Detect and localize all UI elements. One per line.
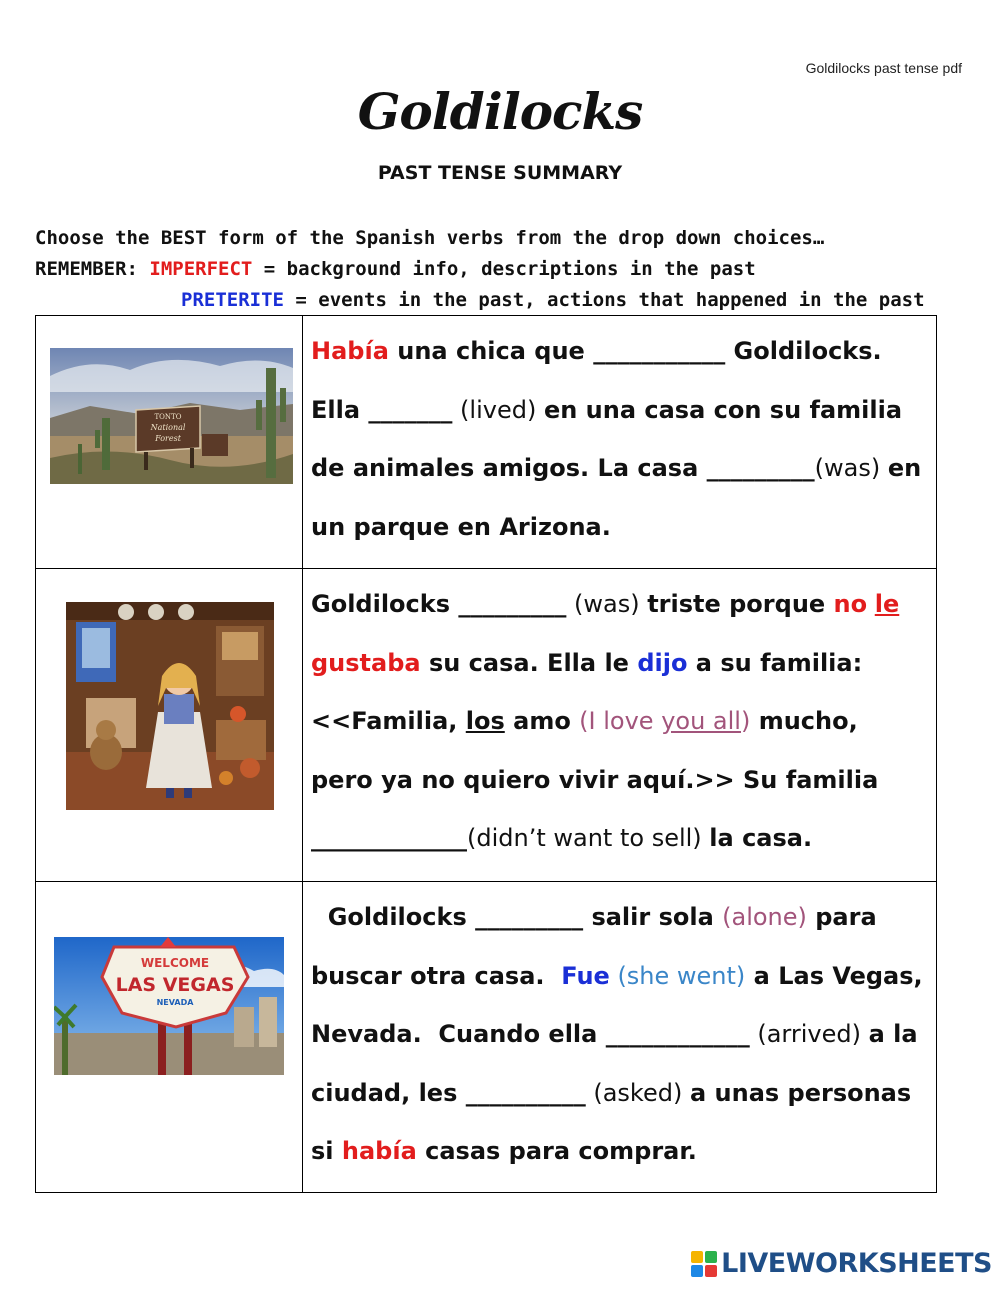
- logo-square: [705, 1265, 717, 1277]
- verb-fue: Fue: [561, 961, 610, 990]
- page-subtitle: PAST TENSE SUMMARY: [377, 162, 623, 184]
- hint-i-love: (I love: [579, 707, 662, 735]
- liveworksheets-logo-icon: [691, 1251, 717, 1277]
- text-segment: a su familia: <<Familia,: [311, 648, 863, 735]
- text-segment: a Las Vegas, Nevada. Cuando ella: [311, 961, 932, 1048]
- red-le: le: [874, 590, 900, 618]
- hint-you-all: you all: [661, 707, 741, 735]
- story-table: [35, 315, 937, 1193]
- story-row-2: [36, 569, 937, 882]
- hint-was: (was): [566, 590, 648, 618]
- logo-square: [705, 1251, 717, 1263]
- hint-didnt-want-to-sell: (didn’t want to sell): [467, 824, 710, 852]
- text-segment: a la ciudad, les: [311, 1020, 926, 1107]
- logo-square: [691, 1251, 703, 1263]
- text-segment: en un parque en Arizona.: [311, 454, 922, 541]
- instructions-line1: Choose the BEST form of the Spanish verbs from the drop down choices…: [35, 227, 825, 249]
- text-segment: salir sola: [583, 903, 723, 931]
- instructions-preterite: [35, 285, 965, 316]
- imperfect-word: IMPERFECT: [149, 258, 253, 280]
- sign-text-2: National: [150, 423, 186, 432]
- hint-she-went: (she went): [609, 961, 746, 990]
- image-cell-3: [36, 882, 303, 1193]
- header-note: Goldilocks past tense pdf: [805, 60, 962, 76]
- text-segment: su casa. Ella le: [420, 648, 638, 677]
- text-segment: mucho, pero ya no quiero vivir aquí.>> Su familia: [311, 707, 879, 794]
- blank-3-1[interactable]: _________: [475, 903, 584, 931]
- text-segment: triste porque: [647, 590, 834, 618]
- blank-2-2[interactable]: _____________: [311, 824, 467, 852]
- story-text-1: [303, 316, 937, 569]
- story-text-2: [303, 569, 937, 882]
- hint-was: (was): [814, 454, 888, 482]
- word-los: los: [465, 707, 505, 735]
- blank-1-3[interactable]: _________: [706, 454, 815, 482]
- hint-asked: (asked): [585, 1078, 690, 1107]
- instructions-imperfect: [35, 254, 965, 285]
- text-segment: casas para comprar.: [416, 1137, 697, 1165]
- goldilocks-cottage-painting: [66, 602, 274, 810]
- remember-label: REMEMBER:: [35, 258, 138, 280]
- image-cell-1: [36, 316, 303, 569]
- story-text-3: [303, 882, 937, 1193]
- liveworksheets-logo-text: LIVEWORKSHEETS: [721, 1248, 992, 1279]
- text-segment: para buscar otra casa.: [311, 903, 886, 990]
- sign-nevada: NEVADA: [156, 998, 194, 1007]
- story-row-1: [36, 316, 937, 569]
- red-no: no: [833, 590, 868, 618]
- blank-1-2[interactable]: _______: [368, 395, 453, 424]
- verb-habia: Había: [311, 337, 389, 365]
- blank-2-1[interactable]: _________: [458, 590, 567, 618]
- hint-close-paren: ): [740, 707, 751, 735]
- las-vegas-welcome-sign-photo: [54, 937, 284, 1075]
- preterite-word: PRETERITE: [181, 289, 284, 311]
- image-cell-2: [36, 569, 303, 882]
- text-segment: a unas personas si: [311, 1078, 920, 1165]
- imperfect-desc: = background info, descriptions in the past: [252, 258, 756, 280]
- text-segment: Goldilocks: [311, 903, 476, 931]
- text-segment: la casa.: [709, 824, 813, 852]
- hint-arrived: (arrived): [749, 1020, 869, 1048]
- sign-text-1: TONTO: [154, 413, 182, 421]
- tonto-national-forest-photo: [50, 348, 293, 484]
- verb-habia-2: había: [341, 1137, 417, 1165]
- preterite-desc: = events in the past, actions that happened in the past: [283, 289, 925, 311]
- text-segment: amo: [504, 707, 580, 735]
- sign-las-vegas: LAS VEGAS: [115, 974, 235, 996]
- text-segment: Goldilocks. Ella: [311, 337, 882, 424]
- sign-welcome: WELCOME: [140, 956, 210, 970]
- instructions: [35, 223, 965, 316]
- page-title: Goldilocks: [357, 82, 643, 141]
- sign-text-3: Forest: [155, 434, 181, 443]
- story-row-3: [36, 882, 937, 1193]
- logo-square: [691, 1265, 703, 1277]
- text-segment: en una casa con su familia de animales amigos. La casa: [311, 395, 903, 482]
- blank-3-2[interactable]: ____________: [605, 1020, 750, 1048]
- hint-lived: (lived): [452, 395, 544, 424]
- hint-alone: (alone): [722, 903, 807, 931]
- blank-1-1[interactable]: ___________: [593, 337, 726, 365]
- blank-3-3[interactable]: __________: [465, 1078, 586, 1107]
- liveworksheets-logo: [691, 1248, 992, 1279]
- red-gustaba: gustaba: [311, 648, 421, 677]
- text-segment: una chica que: [388, 337, 594, 365]
- text-segment: Goldilocks: [311, 590, 459, 618]
- verb-dijo: dijo: [637, 648, 688, 677]
